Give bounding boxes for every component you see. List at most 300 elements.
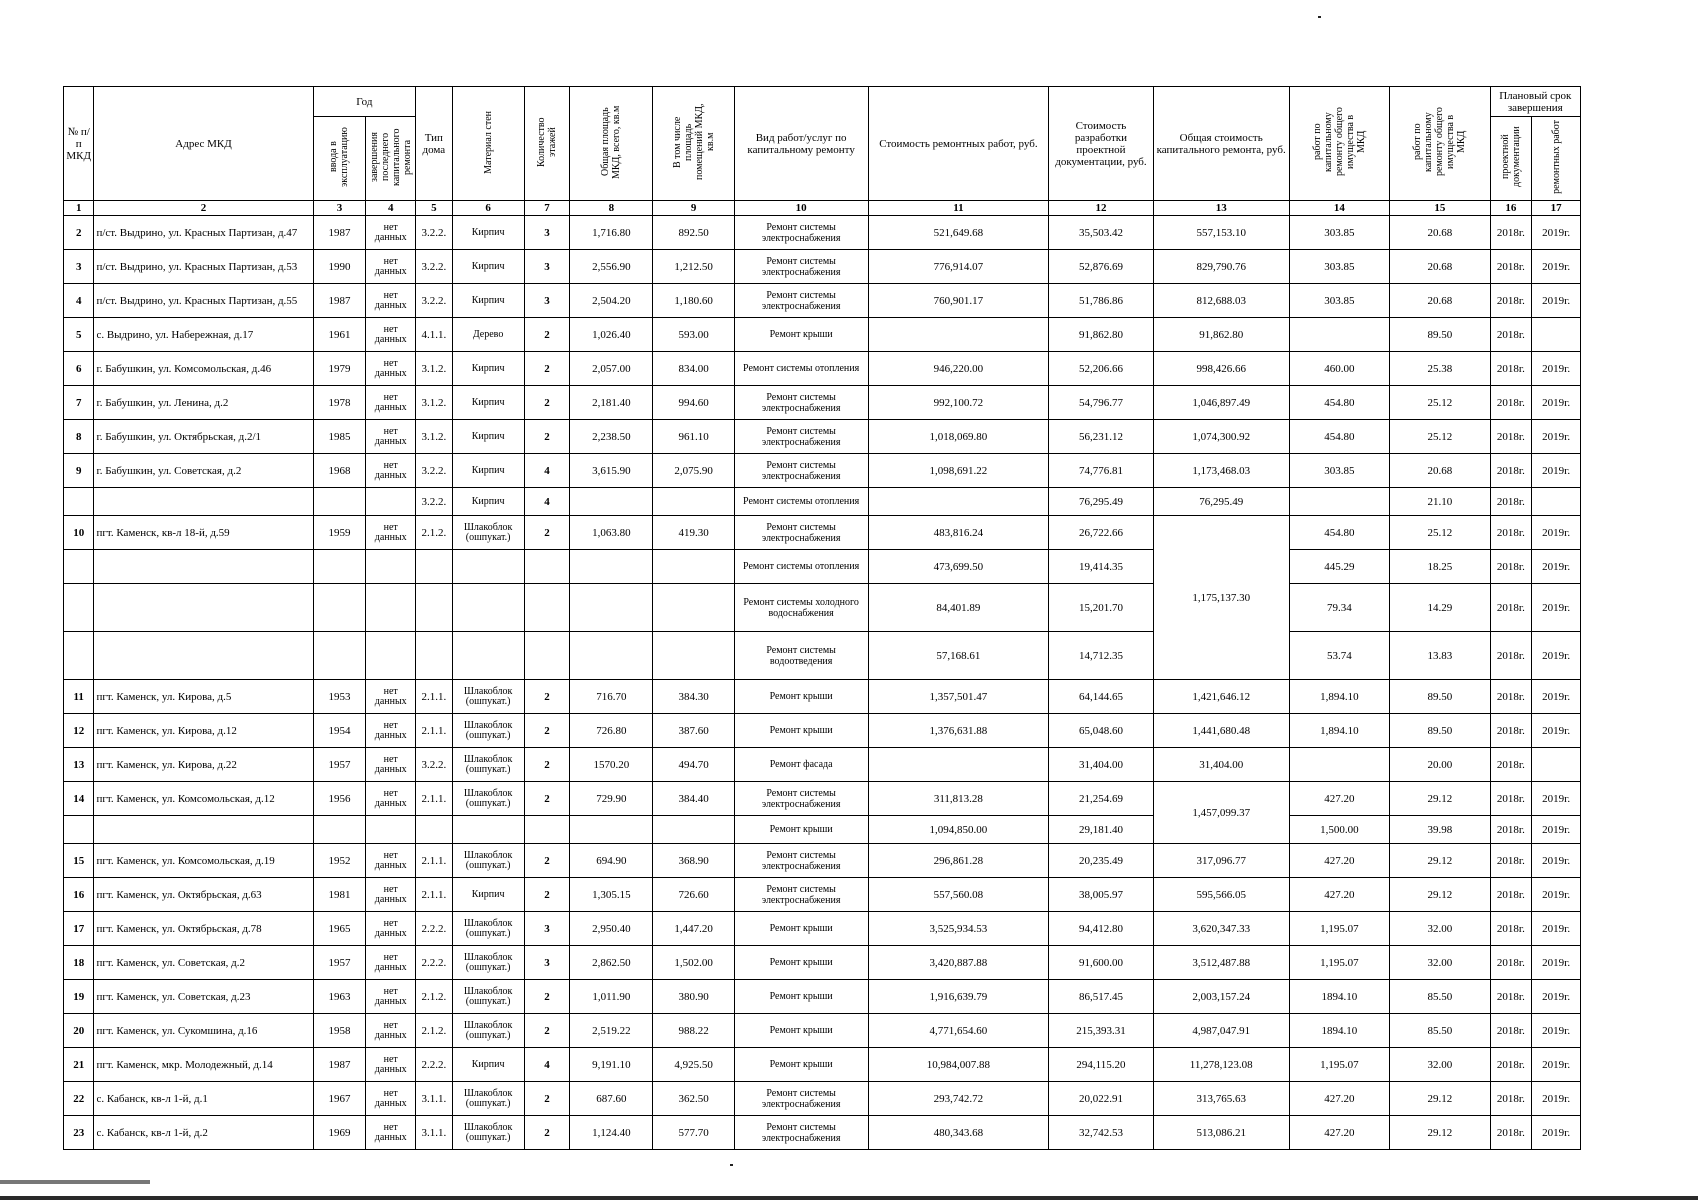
work-type-cell: Ремонт системы отопления — [734, 550, 868, 584]
work-type-cell: Ремонт системы отопления — [734, 488, 868, 516]
work-type-cell: Ремонт системы электроснабжения — [734, 516, 868, 550]
floors-cell: 2 — [524, 878, 570, 912]
unit-cost-14-cell: 1,195.07 — [1289, 1048, 1389, 1082]
floors-cell — [524, 550, 570, 584]
house-type-cell: 2.1.1. — [416, 714, 453, 748]
floors-cell: 3 — [524, 912, 570, 946]
year-built-cell — [313, 550, 366, 584]
address-cell: п/ст. Выдрино, ул. Красных Партизан, д.47 — [94, 216, 313, 250]
column-number: 2 — [94, 201, 313, 216]
cost-total-cell: 2,003,157.24 — [1153, 980, 1289, 1014]
row-number — [64, 550, 94, 584]
area-rooms-cell: 4,925.50 — [653, 1048, 734, 1082]
table-row — [64, 748, 1581, 782]
cost-total-cell: 1,457,099.37 — [1153, 782, 1289, 844]
wall-material-cell: Кирпич — [452, 1048, 524, 1082]
column-number: 7 — [524, 201, 570, 216]
cost-repair-cell: 521,649.68 — [868, 216, 1049, 250]
table-row — [64, 714, 1581, 748]
area-total-cell: 726.80 — [570, 714, 653, 748]
header-num: № п/п МКД — [64, 87, 94, 201]
table-row — [64, 782, 1581, 816]
floors-cell: 3 — [524, 216, 570, 250]
cost-repair-cell: 293,742.72 — [868, 1082, 1049, 1116]
cost-design-cell: 20,235.49 — [1049, 844, 1154, 878]
deadline-design-cell: 2018г. — [1490, 1048, 1532, 1082]
header-area-total: Общая площадь МКД, всего, кв.м — [570, 87, 653, 201]
area-total-cell: 1,305.15 — [570, 878, 653, 912]
column-number: 4 — [366, 201, 416, 216]
cost-repair-cell — [868, 748, 1049, 782]
unit-cost-14-cell: 427.20 — [1289, 1082, 1389, 1116]
deadline-works-cell: 2019г. — [1532, 714, 1581, 748]
year-built-cell: 1958 — [313, 1014, 366, 1048]
cost-design-cell: 76,295.49 — [1049, 488, 1154, 516]
unit-cost-15-cell: 32.00 — [1390, 946, 1490, 980]
table-row — [64, 844, 1581, 878]
row-number: 16 — [64, 878, 94, 912]
deadline-design-cell: 2018г. — [1490, 250, 1532, 284]
work-type-cell: Ремонт системы холодного водоснабжения — [734, 584, 868, 632]
area-total-cell — [570, 584, 653, 632]
column-number: 11 — [868, 201, 1049, 216]
address-cell: г. Бабушкин, ул. Советская, д.2 — [94, 454, 313, 488]
unit-cost-14-cell: 1,894.10 — [1289, 714, 1389, 748]
year-built-cell: 1965 — [313, 912, 366, 946]
wall-material-cell: Кирпич — [452, 420, 524, 454]
cost-design-cell: 20,022.91 — [1049, 1082, 1154, 1116]
year-repair-cell: нет данных — [366, 1014, 416, 1048]
house-type-cell: 2.1.2. — [416, 516, 453, 550]
address-cell: пгт. Каменск, ул. Советская, д.23 — [94, 980, 313, 1014]
area-total-cell: 1,716.80 — [570, 216, 653, 250]
house-type-cell: 4.1.1. — [416, 318, 453, 352]
cost-design-cell: 31,404.00 — [1049, 748, 1154, 782]
cost-total-cell: 998,426.66 — [1153, 352, 1289, 386]
wall-material-cell: Кирпич — [452, 250, 524, 284]
wall-material-cell — [452, 632, 524, 680]
unit-cost-15-cell: 20.68 — [1390, 284, 1490, 318]
cost-design-cell: 35,503.42 — [1049, 216, 1154, 250]
floors-cell: 2 — [524, 782, 570, 816]
wall-material-cell: Кирпич — [452, 284, 524, 318]
cost-repair-cell: 760,901.17 — [868, 284, 1049, 318]
cost-repair-cell: 557,560.08 — [868, 878, 1049, 912]
address-cell: пгт. Каменск, мкр. Молодежный, д.14 — [94, 1048, 313, 1082]
deadline-design-cell: 2018г. — [1490, 782, 1532, 816]
deadline-works-cell: 2019г. — [1532, 1048, 1581, 1082]
table-row — [64, 1082, 1581, 1116]
row-number: 6 — [64, 352, 94, 386]
area-rooms-cell: 1,212.50 — [653, 250, 734, 284]
address-cell: пгт. Каменск, ул. Октябрьская, д.63 — [94, 878, 313, 912]
year-repair-cell: нет данных — [366, 1116, 416, 1150]
unit-cost-14-cell: 1,195.07 — [1289, 946, 1389, 980]
row-number — [64, 488, 94, 516]
area-rooms-cell: 362.50 — [653, 1082, 734, 1116]
year-repair-cell: нет данных — [366, 386, 416, 420]
year-built-cell — [313, 488, 366, 516]
cost-total-cell: 313,765.63 — [1153, 1082, 1289, 1116]
area-rooms-cell: 2,075.90 — [653, 454, 734, 488]
unit-cost-15-cell: 29.12 — [1390, 782, 1490, 816]
cost-total-cell: 1,046,897.49 — [1153, 386, 1289, 420]
area-total-cell: 9,191.10 — [570, 1048, 653, 1082]
header-deadline: Плановый срок завершения — [1490, 87, 1580, 117]
deadline-design-cell: 2018г. — [1490, 878, 1532, 912]
address-cell: п/ст. Выдрино, ул. Красных Партизан, д.55 — [94, 284, 313, 318]
header-work: Вид работ/услуг по капитальному ремонту — [734, 87, 868, 201]
cost-total-cell: 76,295.49 — [1153, 488, 1289, 516]
deadline-works-cell: 2019г. — [1532, 386, 1581, 420]
deadline-works-cell: 2019г. — [1532, 912, 1581, 946]
header-material: Материал стен — [452, 87, 524, 201]
table-row — [64, 420, 1581, 454]
year-repair-cell — [366, 550, 416, 584]
cost-repair-cell: 57,168.61 — [868, 632, 1049, 680]
house-type-cell: 3.2.2. — [416, 284, 453, 318]
cost-design-cell: 14,712.35 — [1049, 632, 1154, 680]
table-row — [64, 680, 1581, 714]
floors-cell: 2 — [524, 980, 570, 1014]
unit-cost-15-cell: 20.68 — [1390, 454, 1490, 488]
row-number: 15 — [64, 844, 94, 878]
deadline-design-cell: 2018г. — [1490, 516, 1532, 550]
cost-repair-cell: 296,861.28 — [868, 844, 1049, 878]
area-total-cell: 2,238.50 — [570, 420, 653, 454]
wall-material-cell: Шлакоблок (ошпукат.) — [452, 980, 524, 1014]
unit-cost-14-cell: 53.74 — [1289, 632, 1389, 680]
address-cell — [94, 584, 313, 632]
header-row-1 — [64, 87, 1581, 117]
house-type-cell: 3.1.1. — [416, 1116, 453, 1150]
cost-total-cell: 91,862.80 — [1153, 318, 1289, 352]
unit-cost-14-cell: 1,500.00 — [1289, 816, 1389, 844]
year-repair-cell: нет данных — [366, 318, 416, 352]
scan-speck — [1318, 16, 1321, 18]
deadline-works-cell — [1532, 318, 1581, 352]
cost-repair-cell: 1,916,639.79 — [868, 980, 1049, 1014]
floors-cell: 2 — [524, 516, 570, 550]
cost-repair-cell: 776,914.07 — [868, 250, 1049, 284]
work-type-cell: Ремонт крыши — [734, 714, 868, 748]
cost-total-cell: 1,074,300.92 — [1153, 420, 1289, 454]
house-type-cell: 3.1.1. — [416, 1082, 453, 1116]
floors-cell: 2 — [524, 420, 570, 454]
year-built-cell: 1979 — [313, 352, 366, 386]
floors-cell: 2 — [524, 748, 570, 782]
cost-repair-cell — [868, 488, 1049, 516]
year-repair-cell: нет данных — [366, 250, 416, 284]
area-total-cell: 716.70 — [570, 680, 653, 714]
address-cell: г. Бабушкин, ул. Ленина, д.2 — [94, 386, 313, 420]
work-type-cell: Ремонт крыши — [734, 1048, 868, 1082]
header-unit-cost-14: работ по капитальному ремонту общего имущества в МКД — [1289, 87, 1389, 201]
year-repair-cell: нет данных — [366, 844, 416, 878]
year-repair-cell: нет данных — [366, 946, 416, 980]
row-number: 12 — [64, 714, 94, 748]
house-type-cell — [416, 550, 453, 584]
work-type-cell: Ремонт системы электроснабжения — [734, 1116, 868, 1150]
address-cell: пгт. Каменск, ул. Советская, д.2 — [94, 946, 313, 980]
table-row — [64, 386, 1581, 420]
unit-cost-15-cell: 39.98 — [1390, 816, 1490, 844]
cost-design-cell: 26,722.66 — [1049, 516, 1154, 550]
column-number: 3 — [313, 201, 366, 216]
wall-material-cell: Кирпич — [452, 216, 524, 250]
row-number: 9 — [64, 454, 94, 488]
unit-cost-14-cell: 460.00 — [1289, 352, 1389, 386]
address-cell: пгт. Каменск, ул. Кирова, д.12 — [94, 714, 313, 748]
table-row — [64, 454, 1581, 488]
work-type-cell: Ремонт системы отопления — [734, 352, 868, 386]
cost-design-cell: 56,231.12 — [1049, 420, 1154, 454]
unit-cost-15-cell: 20.68 — [1390, 250, 1490, 284]
unit-cost-14-cell: 427.20 — [1289, 844, 1389, 878]
deadline-works-cell: 2019г. — [1532, 1082, 1581, 1116]
work-type-cell: Ремонт крыши — [734, 912, 868, 946]
address-cell: пгт. Каменск, ул. Кирова, д.22 — [94, 748, 313, 782]
area-rooms-cell: 593.00 — [653, 318, 734, 352]
area-rooms-cell: 892.50 — [653, 216, 734, 250]
cost-repair-cell: 992,100.72 — [868, 386, 1049, 420]
deadline-works-cell: 2019г. — [1532, 1116, 1581, 1150]
column-number: 6 — [452, 201, 524, 216]
unit-cost-14-cell — [1289, 748, 1389, 782]
cost-design-cell: 215,393.31 — [1049, 1014, 1154, 1048]
cost-total-cell: 595,566.05 — [1153, 878, 1289, 912]
year-built-cell: 1957 — [313, 748, 366, 782]
unit-cost-15-cell: 29.12 — [1390, 844, 1490, 878]
deadline-works-cell: 2019г. — [1532, 454, 1581, 488]
area-total-cell — [570, 550, 653, 584]
deadline-design-cell: 2018г. — [1490, 980, 1532, 1014]
cost-total-cell: 317,096.77 — [1153, 844, 1289, 878]
area-rooms-cell: 384.40 — [653, 782, 734, 816]
column-number: 10 — [734, 201, 868, 216]
cost-repair-cell: 1,357,501.47 — [868, 680, 1049, 714]
work-type-cell: Ремонт системы электроснабжения — [734, 420, 868, 454]
year-built-cell: 1987 — [313, 284, 366, 318]
deadline-design-cell: 2018г. — [1490, 912, 1532, 946]
unit-cost-14-cell: 427.20 — [1289, 782, 1389, 816]
wall-material-cell: Шлакоблок (ошпукат.) — [452, 1082, 524, 1116]
cost-design-cell: 21,254.69 — [1049, 782, 1154, 816]
row-number: 7 — [64, 386, 94, 420]
work-type-cell: Ремонт крыши — [734, 318, 868, 352]
house-type-cell: 2.1.1. — [416, 782, 453, 816]
year-built-cell: 1957 — [313, 946, 366, 980]
column-number-row — [64, 201, 1581, 216]
floors-cell: 2 — [524, 844, 570, 878]
deadline-design-cell: 2018г. — [1490, 284, 1532, 318]
cost-repair-cell: 1,018,069.80 — [868, 420, 1049, 454]
area-rooms-cell: 834.00 — [653, 352, 734, 386]
deadline-works-cell — [1532, 748, 1581, 782]
unit-cost-14-cell: 303.85 — [1289, 216, 1389, 250]
row-number: 14 — [64, 782, 94, 816]
deadline-design-cell: 2018г. — [1490, 550, 1532, 584]
column-number: 8 — [570, 201, 653, 216]
row-number: 8 — [64, 420, 94, 454]
cost-design-cell: 91,862.80 — [1049, 318, 1154, 352]
wall-material-cell: Кирпич — [452, 352, 524, 386]
area-total-cell: 2,181.40 — [570, 386, 653, 420]
work-type-cell: Ремонт крыши — [734, 816, 868, 844]
work-type-cell: Ремонт системы электроснабжения — [734, 216, 868, 250]
unit-cost-14-cell: 427.20 — [1289, 878, 1389, 912]
floors-cell: 2 — [524, 1014, 570, 1048]
address-cell: пгт. Каменск, ул. Сукомшина, д.16 — [94, 1014, 313, 1048]
row-number: 21 — [64, 1048, 94, 1082]
cost-total-cell: 1,173,468.03 — [1153, 454, 1289, 488]
cost-total-cell: 3,620,347.33 — [1153, 912, 1289, 946]
wall-material-cell — [452, 816, 524, 844]
table-row — [64, 816, 1581, 844]
house-type-cell: 2.2.2. — [416, 946, 453, 980]
floors-cell: 2 — [524, 1116, 570, 1150]
header-cost-total: Общая стоимость капитального ремонта, руб. — [1153, 87, 1289, 201]
year-repair-cell: нет данных — [366, 714, 416, 748]
year-repair-cell: нет данных — [366, 420, 416, 454]
floors-cell: 2 — [524, 680, 570, 714]
floors-cell — [524, 632, 570, 680]
year-repair-cell — [366, 584, 416, 632]
unit-cost-15-cell: 89.50 — [1390, 680, 1490, 714]
house-type-cell: 2.1.1. — [416, 878, 453, 912]
row-number: 3 — [64, 250, 94, 284]
work-type-cell: Ремонт крыши — [734, 680, 868, 714]
deadline-design-cell: 2018г. — [1490, 488, 1532, 516]
area-rooms-cell: 1,502.00 — [653, 946, 734, 980]
table-row — [64, 284, 1581, 318]
work-type-cell: Ремонт крыши — [734, 980, 868, 1014]
unit-cost-14-cell — [1289, 488, 1389, 516]
address-cell: пгт. Каменск, ул. Комсомольская, д.19 — [94, 844, 313, 878]
deadline-works-cell: 2019г. — [1532, 516, 1581, 550]
cost-design-cell: 52,876.69 — [1049, 250, 1154, 284]
cost-total-cell: 3,512,487.88 — [1153, 946, 1289, 980]
cost-total-cell: 4,987,047.91 — [1153, 1014, 1289, 1048]
floors-cell: 2 — [524, 352, 570, 386]
area-rooms-cell — [653, 816, 734, 844]
wall-material-cell: Шлакоблок (ошпукат.) — [452, 1116, 524, 1150]
year-built-cell: 1987 — [313, 216, 366, 250]
wall-material-cell: Кирпич — [452, 878, 524, 912]
wall-material-cell: Шлакоблок (ошпукат.) — [452, 1014, 524, 1048]
column-number: 13 — [1153, 201, 1289, 216]
unit-cost-15-cell: 25.12 — [1390, 516, 1490, 550]
cost-total-cell: 31,404.00 — [1153, 748, 1289, 782]
header-year-repair: завершения последнего капитального ремонта — [366, 117, 416, 201]
unit-cost-14-cell: 454.80 — [1289, 420, 1389, 454]
deadline-design-cell: 2018г. — [1490, 748, 1532, 782]
header-cost-design: Стоимость разработки проектной документации, руб. — [1049, 87, 1154, 201]
area-total-cell — [570, 816, 653, 844]
floors-cell: 2 — [524, 714, 570, 748]
house-type-cell: 2.1.1. — [416, 844, 453, 878]
area-total-cell: 1,063.80 — [570, 516, 653, 550]
deadline-design-cell: 2018г. — [1490, 946, 1532, 980]
year-built-cell: 1978 — [313, 386, 366, 420]
unit-cost-14-cell: 454.80 — [1289, 516, 1389, 550]
area-rooms-cell: 994.60 — [653, 386, 734, 420]
cost-repair-cell: 3,420,887.88 — [868, 946, 1049, 980]
deadline-works-cell: 2019г. — [1532, 216, 1581, 250]
wall-material-cell: Кирпич — [452, 386, 524, 420]
row-number: 5 — [64, 318, 94, 352]
address-cell: с. Кабанск, кв-л 1-й, д.2 — [94, 1116, 313, 1150]
area-total-cell — [570, 488, 653, 516]
table-row — [64, 516, 1581, 550]
deadline-design-cell: 2018г. — [1490, 1014, 1532, 1048]
year-repair-cell — [366, 816, 416, 844]
wall-material-cell: Шлакоблок (ошпукат.) — [452, 912, 524, 946]
table-row — [64, 878, 1581, 912]
row-number: 11 — [64, 680, 94, 714]
floors-cell: 4 — [524, 454, 570, 488]
unit-cost-14-cell: 1894.10 — [1289, 1014, 1389, 1048]
cost-repair-cell: 1,376,631.88 — [868, 714, 1049, 748]
address-cell: г. Бабушкин, ул. Комсомольская, д.46 — [94, 352, 313, 386]
area-total-cell: 2,950.40 — [570, 912, 653, 946]
unit-cost-15-cell: 29.12 — [1390, 1116, 1490, 1150]
column-number: 15 — [1390, 201, 1490, 216]
unit-cost-14-cell: 1,894.10 — [1289, 680, 1389, 714]
area-total-cell: 729.90 — [570, 782, 653, 816]
area-total-cell: 1,026.40 — [570, 318, 653, 352]
cost-design-cell: 29,181.40 — [1049, 816, 1154, 844]
header-floors: Количество этажей — [524, 87, 570, 201]
wall-material-cell: Шлакоблок (ошпукат.) — [452, 782, 524, 816]
house-type-cell: 2.1.2. — [416, 980, 453, 1014]
area-rooms-cell: 419.30 — [653, 516, 734, 550]
cost-repair-cell: 1,094,850.00 — [868, 816, 1049, 844]
repair-plan-table — [63, 86, 1581, 1150]
column-number: 14 — [1289, 201, 1389, 216]
table-row — [64, 550, 1581, 584]
work-type-cell: Ремонт системы водоотведения — [734, 632, 868, 680]
cost-design-cell: 32,742.53 — [1049, 1116, 1154, 1150]
cost-repair-cell: 483,816.24 — [868, 516, 1049, 550]
row-number: 13 — [64, 748, 94, 782]
deadline-design-cell: 2018г. — [1490, 714, 1532, 748]
row-number: 20 — [64, 1014, 94, 1048]
area-rooms-cell: 387.60 — [653, 714, 734, 748]
year-repair-cell: нет данных — [366, 980, 416, 1014]
header-type: Тип дома — [416, 87, 453, 201]
wall-material-cell — [452, 550, 524, 584]
row-number: 2 — [64, 216, 94, 250]
cost-design-cell: 51,786.86 — [1049, 284, 1154, 318]
row-number — [64, 816, 94, 844]
cost-repair-cell: 480,343.68 — [868, 1116, 1049, 1150]
cost-design-cell: 94,412.80 — [1049, 912, 1154, 946]
row-number: 22 — [64, 1082, 94, 1116]
house-type-cell: 3.2.2. — [416, 748, 453, 782]
cost-design-cell: 91,600.00 — [1049, 946, 1154, 980]
area-rooms-cell — [653, 632, 734, 680]
unit-cost-15-cell: 85.50 — [1390, 980, 1490, 1014]
deadline-works-cell: 2019г. — [1532, 782, 1581, 816]
work-type-cell: Ремонт системы электроснабжения — [734, 1082, 868, 1116]
row-number — [64, 584, 94, 632]
header-cost-repair: Стоимость ремонтных работ, руб. — [868, 87, 1049, 201]
area-total-cell: 2,057.00 — [570, 352, 653, 386]
area-total-cell: 2,556.90 — [570, 250, 653, 284]
unit-cost-15-cell: 14.29 — [1390, 584, 1490, 632]
address-cell: г. Бабушкин, ул. Октябрьская, д.2/1 — [94, 420, 313, 454]
